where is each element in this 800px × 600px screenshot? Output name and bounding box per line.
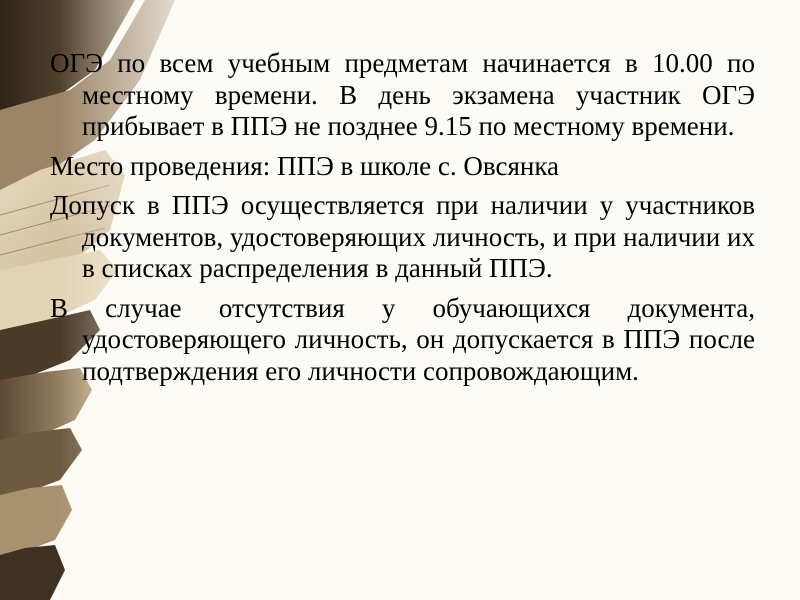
paragraph-missing-documents: В случае отсутствия у обучающихся документа, удостоверяющего личность, он допускается в ППЭ после подтверждения его личности сопровождающим.	[50, 292, 755, 386]
paragraph-exam-location: Место проведения: ППЭ в школе с. Овсянка	[50, 150, 560, 181]
slide-text-body	[50, 48, 755, 395]
paragraph-admission-rules: Допуск в ППЭ осуществляется при наличии у участников документов, удостоверяющих личность, и при наличии их в списках распределения в данный ППЭ.	[50, 190, 755, 283]
paragraph-exam-start-time: ОГЭ по всем учебным предметам начинается в 10.00 по местному времени. В день экзамена участник ОГЭ прибывает в ППЭ не позднее 9.15 по местному времени.	[50, 48, 755, 141]
